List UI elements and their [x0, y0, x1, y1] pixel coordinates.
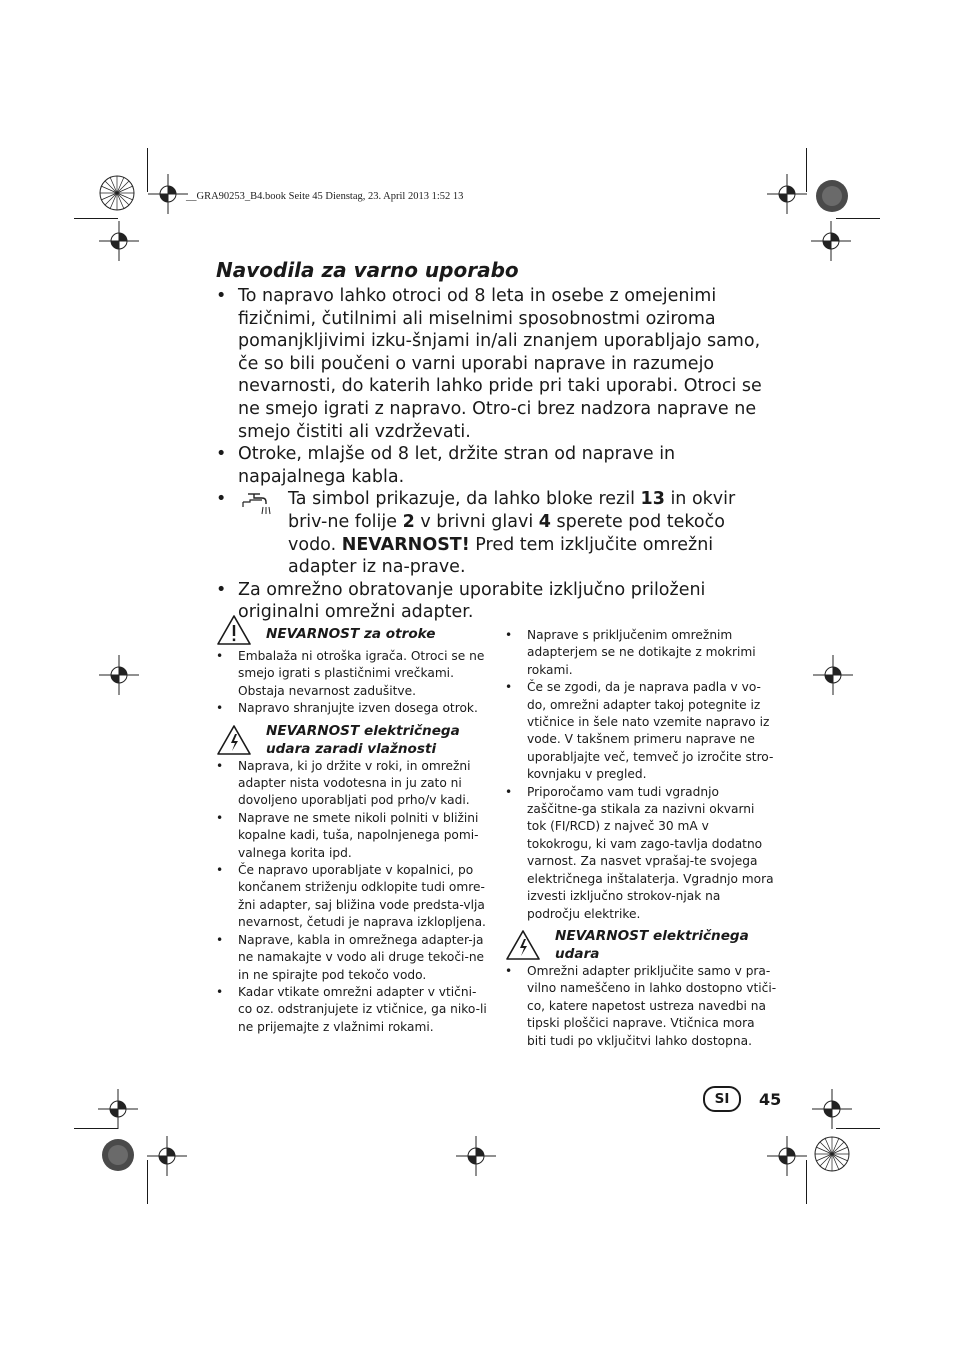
water-tap-icon	[240, 490, 274, 516]
right-column	[505, 627, 777, 1050]
warning-lightning-icon	[505, 929, 541, 961]
danger-word: NEVARNOST!	[341, 534, 470, 555]
bullet-icon: •	[216, 863, 224, 878]
warning-lightning-icon	[216, 724, 252, 756]
warning-heading	[216, 722, 488, 758]
warning-heading	[505, 927, 777, 963]
crop-line	[74, 1128, 118, 1129]
list-item: • Če napravo uporabljate v kopalnici, po končanem striženju odklopite tudi omre-žni adapter, saj bližina vode predsta-vlja nevarnost, četudi je naprava izklopljena.	[216, 863, 486, 930]
registration-mark-icon	[98, 1135, 138, 1175]
left-column	[216, 612, 488, 1036]
list-item: • Otroke, mlajše od 8 let, držite stran od naprave in napajalnega kabla.	[216, 444, 676, 487]
bullet-icon: •	[216, 701, 224, 716]
warning-heading	[216, 612, 488, 648]
bullet-icon: •	[216, 579, 227, 600]
list-item: • Naprave s priključenim omrežnim adapterjem se ne dotikajte z mokrimi rokami.	[505, 628, 756, 677]
list-item: • Za omrežno obratovanje uporabite izključno priloženi originalni omrežni adapter.	[216, 579, 706, 623]
bullet-icon: •	[216, 810, 224, 825]
list-item: • Embalaža ni otroška igrača. Otroci se ne smejo igrati s plastičnimi vrečkami. Obstaja nevarnost zadušitve.	[216, 649, 485, 698]
crosshair-mark-icon	[813, 655, 853, 695]
crop-line	[74, 218, 118, 219]
crosshair-mark-icon	[147, 1136, 187, 1176]
registration-mark-icon	[812, 1134, 852, 1174]
bullet-icon: •	[216, 286, 227, 306]
bullet-icon: •	[505, 680, 513, 695]
file-header-line: __GRA90253_B4.book Seite 45 Dienstag, 23. April 2013 1:52 13	[186, 191, 464, 202]
bullet-icon: •	[505, 628, 513, 642]
crop-line	[806, 148, 807, 192]
registration-mark-icon	[812, 176, 852, 216]
list-item: • Naprave ne smete nikoli polniti v bližini kopalne kadi, tuša, napolnjenega pomi-valnega korita ipd.	[216, 810, 479, 860]
warning-title: NEVARNOST za otroke	[266, 626, 436, 642]
bullet-icon: •	[216, 984, 224, 999]
bullet-icon: •	[216, 932, 224, 947]
crop-line	[836, 218, 880, 219]
crosshair-mark-icon	[812, 1089, 852, 1129]
language-badge: SI	[703, 1086, 741, 1112]
warning-title: NEVARNOST električnega udara	[555, 927, 749, 962]
page-number: 45	[759, 1089, 782, 1109]
list-item: • Naprave, kabla in omrežnega adapter-ja ne namakajte v vodo ali druge tekoči-ne in ne spirajte pod tekočo vodo.	[216, 932, 485, 982]
list-item: • Omrežni adapter priključite samo v pra-vilno nameščeno in lahko dostopno vtiči-co, katere napetost ustreza navedbi na tipski ploščici naprave. Vtičnica mora biti tudi po vključitvi lahko dostopna.	[505, 963, 777, 1048]
crop-line	[147, 1160, 148, 1204]
list-item-symbol: • Ta simbol prikazuje, da lahko bloke rezil 13 in okvir briv-ne folije 2 v brivni glavi 4 sperete pod tekočo vodo. NEVARNOST! Pred tem izključite omrežni adapter iz na-prave.	[216, 489, 736, 578]
crosshair-mark-icon	[456, 1136, 496, 1176]
page-title: Navodila za varno uporabo	[216, 258, 519, 282]
list-item: • Kadar vtikate omrežni adapter v vtični-co oz. odstranjujete iz vtičnice, ga niko-li ne prijemajte z vlažnimi rokami.	[216, 984, 487, 1034]
crosshair-mark-icon	[767, 174, 807, 214]
crosshair-mark-icon	[99, 655, 139, 695]
main-safety-list	[216, 285, 778, 624]
list-item: • Priporočamo vam tudi vgradnjo zaščitne-ga stikala za nazivni okvarni tok (FI/RCD) z največ 30 mA v tokokrogu, ki vam zago-tavlja dodatno varnost. Za nasvet vprašaj-te svojega električnega inštalaterja. Vgradnjo mora izvesti izključno strokov-njak na področju elektrike.	[505, 784, 774, 921]
warning-title: NEVARNOST električnega udara zaradi vlažnosti	[266, 722, 460, 757]
list-item: • To napravo lahko otroci od 8 leta in osebe z omejenimi fizičnimi, čutilnimi ali miselnimi sposobnostmi oziroma pomanjkljivimi izku-šnjami in/ali znanjem uporabljajo samo, če so bili poučeni o varni uporabi naprave in razumejo nevarnosti, do katerih lahko pride pri taki uporabi. Otroci se ne smejo igrati z napravo. Otro-ci brez nadzora naprave ne smejo čistiti ali vzdrževati.	[216, 286, 762, 442]
list-item: • Napravo shranjujte izven dosega otrok.	[216, 700, 488, 717]
list-item: • Naprava, ki jo držite v roki, in omrežni adapter nista vodotesna in ju zato ni dovoljeno uporabljati pod prho/v kadi.	[216, 758, 471, 808]
bullet-icon: •	[216, 444, 227, 465]
warning-exclamation-icon	[216, 614, 252, 646]
bullet-icon: •	[216, 758, 224, 773]
crosshair-mark-icon	[99, 221, 139, 261]
crosshair-mark-icon	[98, 1089, 138, 1129]
page-footer	[703, 1086, 781, 1112]
registration-mark-icon	[97, 173, 137, 213]
bullet-icon: •	[505, 784, 513, 799]
bullet-icon: •	[505, 963, 513, 978]
bullet-icon: •	[216, 489, 227, 510]
crosshair-mark-icon	[148, 174, 188, 214]
crop-line	[836, 1128, 880, 1129]
crosshair-mark-icon	[811, 221, 851, 261]
bullet-icon: •	[216, 649, 224, 663]
crop-line	[147, 148, 148, 192]
list-item: • Če se zgodi, da je naprava padla v vo-do, omrežni adapter takoj potegnite iz vtičnice in šele nato vzemite napravo iz vode. V takšnem primeru naprave ne uporabljajte več, temveč jo izročite stro-kovnjaku v pregled.	[505, 680, 774, 782]
crop-line	[806, 1160, 807, 1204]
crosshair-mark-icon	[767, 1136, 807, 1176]
